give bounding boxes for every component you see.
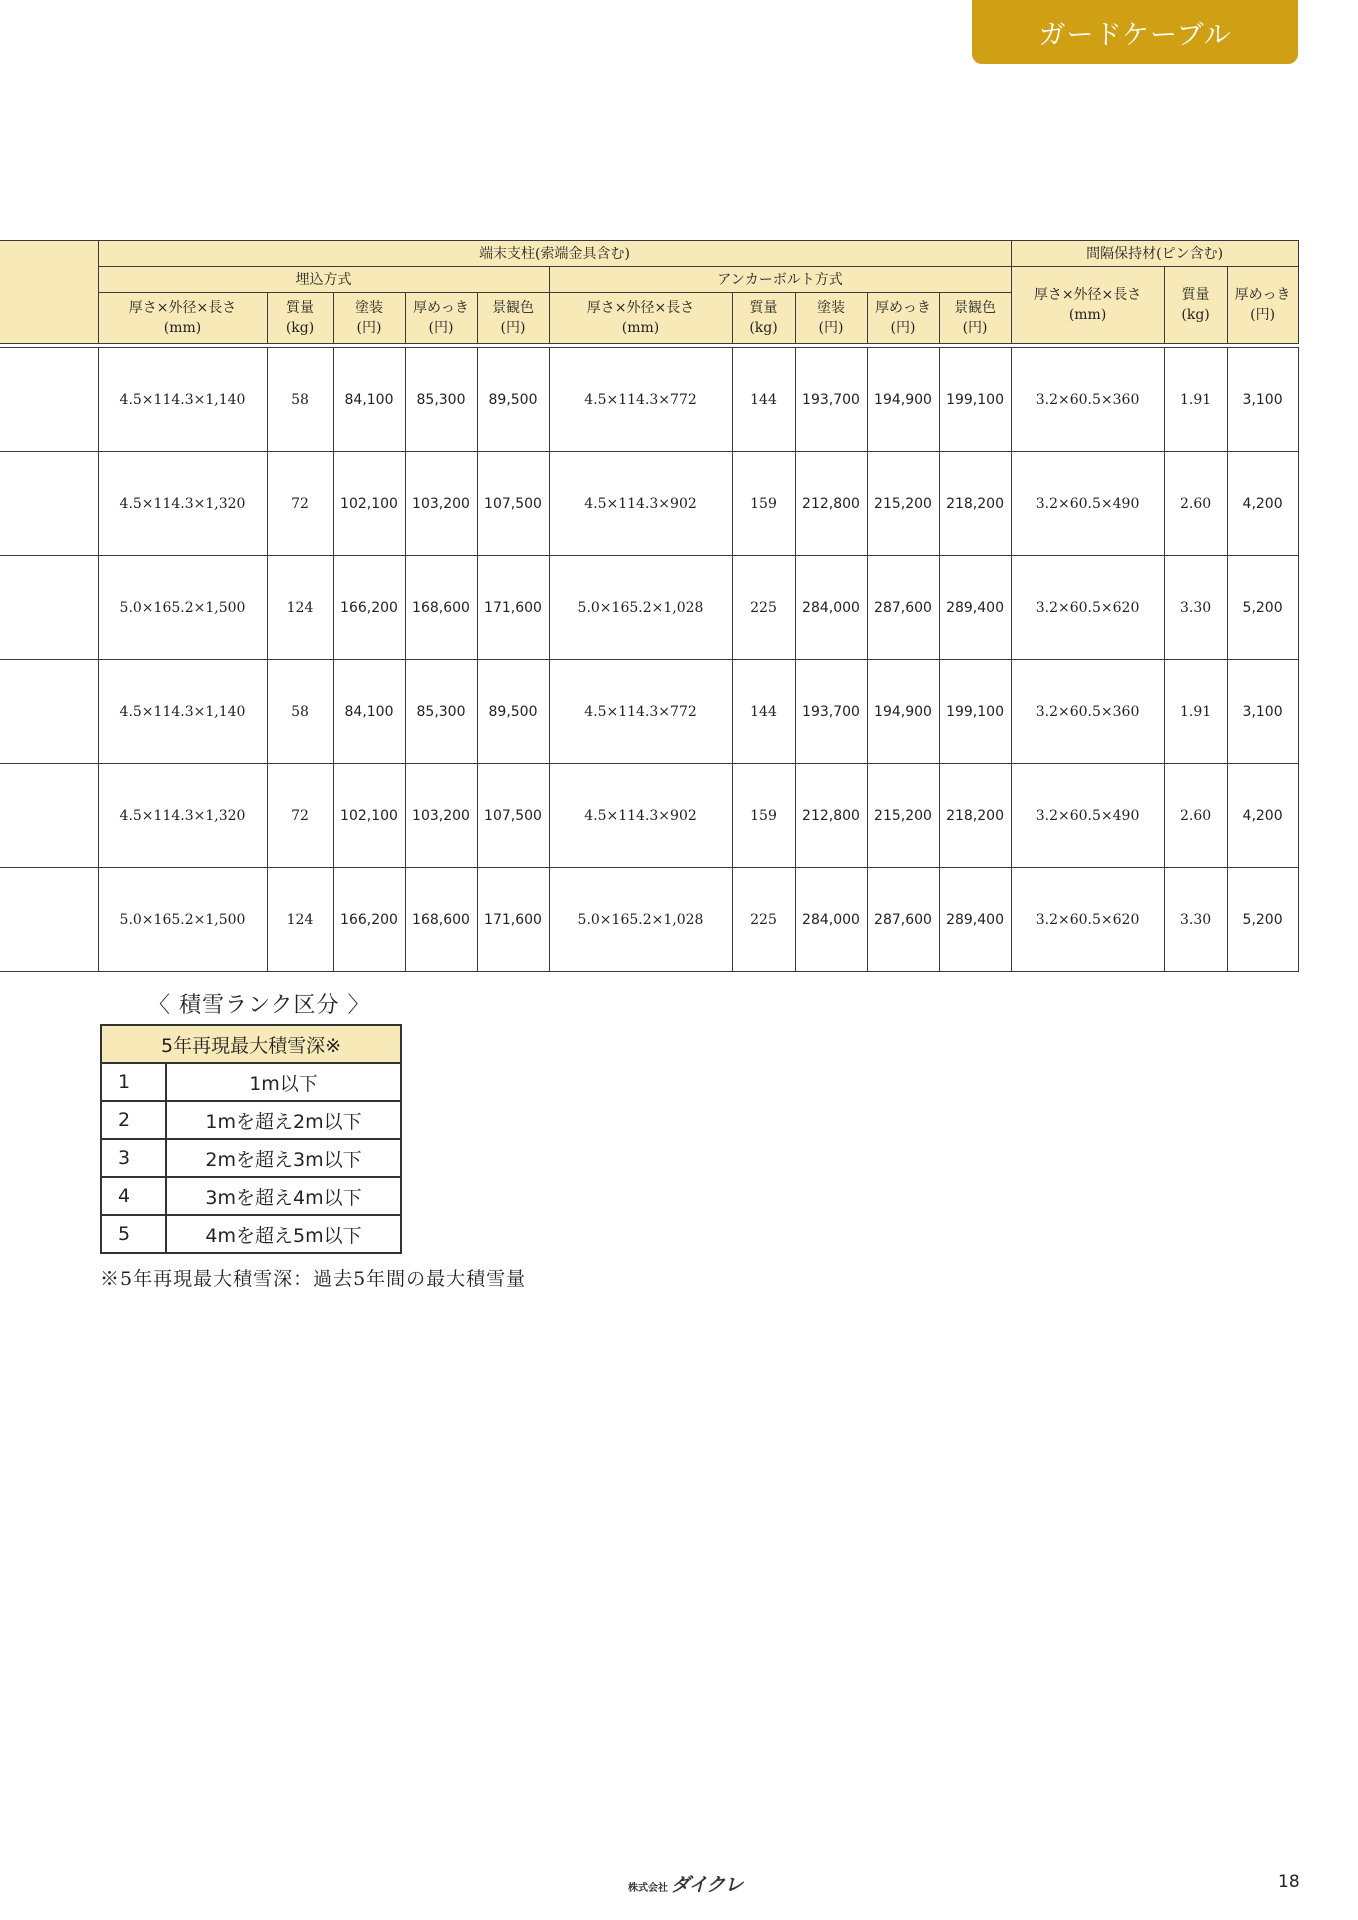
table-row: [0, 660, 1298, 764]
table-row: [0, 764, 1298, 868]
snow-rank-number: 1: [101, 1063, 166, 1101]
price-table: [0, 240, 1299, 972]
sub-buried-header: 埋込方式: [98, 267, 549, 293]
table-cell: 89,500: [477, 660, 549, 764]
table-cell: 159: [732, 764, 795, 868]
table-cell: 5.0×165.2×1,500: [98, 868, 267, 972]
table-cell: 58: [267, 348, 333, 452]
table-row: [0, 556, 1298, 660]
table-cell: 4,200: [1227, 764, 1298, 868]
row-label-cell: [0, 764, 98, 868]
snow-rank-number: 3: [101, 1139, 166, 1177]
snow-rank-header: 5年再現最大積雪深※: [101, 1025, 401, 1063]
buried-mass-header: 質量 (kg): [267, 293, 333, 344]
table-cell: 218,200: [939, 764, 1011, 868]
snow-rank-row: [101, 1177, 401, 1215]
table-cell: 4.5×114.3×1,140: [98, 348, 267, 452]
table-row: [0, 348, 1298, 452]
table-cell: 194,900: [867, 660, 939, 764]
table-cell: 2.60: [1164, 764, 1227, 868]
table-cell: 289,400: [939, 868, 1011, 972]
snow-rank-title: 〈 積雪ランク区分 〉: [148, 993, 371, 1018]
snow-rank-description: 1m以下: [166, 1063, 401, 1101]
table-cell: 4,200: [1227, 452, 1298, 556]
table-row: [0, 452, 1298, 556]
table-cell: 194,900: [867, 348, 939, 452]
table-cell: 102,100: [333, 452, 405, 556]
row-label-cell: [0, 660, 98, 764]
table-cell: 89,500: [477, 348, 549, 452]
snow-rank-description: 4mを超え5m以下: [166, 1215, 401, 1253]
snow-rank-number: 5: [101, 1215, 166, 1253]
table-cell: 3.2×60.5×620: [1011, 556, 1164, 660]
table-cell: 287,600: [867, 556, 939, 660]
table-cell: 225: [732, 556, 795, 660]
table-cell: 284,000: [795, 868, 867, 972]
row-label-cell: [0, 452, 98, 556]
table-cell: 3,100: [1227, 660, 1298, 764]
anchor-color-header: 景観色 (円): [939, 293, 1011, 344]
table-cell: 168,600: [405, 556, 477, 660]
snow-rank-row: [101, 1101, 401, 1139]
table-cell: 1.91: [1164, 348, 1227, 452]
snow-rank-table: [100, 1024, 402, 1254]
table-cell: 284,000: [795, 556, 867, 660]
table-cell: 215,200: [867, 764, 939, 868]
table-cell: 84,100: [333, 348, 405, 452]
snow-rank-row: [101, 1139, 401, 1177]
table-cell: 212,800: [795, 764, 867, 868]
sub-anchor-header: アンカーボルト方式: [549, 267, 1011, 293]
table-cell: 144: [732, 660, 795, 764]
table-cell: 218,200: [939, 452, 1011, 556]
table-cell: 287,600: [867, 868, 939, 972]
table-cell: 72: [267, 764, 333, 868]
row-label-header: [0, 241, 98, 344]
table-cell: 193,700: [795, 348, 867, 452]
table-cell: 3.2×60.5×490: [1011, 452, 1164, 556]
table-cell: 171,600: [477, 556, 549, 660]
anchor-dim-header: 厚さ×外径×長さ (mm): [549, 293, 732, 344]
spacer-galv-header: 厚めっき (円): [1227, 267, 1298, 344]
table-cell: 289,400: [939, 556, 1011, 660]
snow-rank-description: 1mを超え2m以下: [166, 1101, 401, 1139]
table-cell: 124: [267, 868, 333, 972]
table-cell: 72: [267, 452, 333, 556]
group-terminal-header: 端末支柱(索端金具含む): [98, 241, 1011, 267]
table-cell: 4.5×114.3×902: [549, 452, 732, 556]
anchor-galv-header: 厚めっき (円): [867, 293, 939, 344]
table-cell: 1.91: [1164, 660, 1227, 764]
buried-paint-header: 塗装 (円): [333, 293, 405, 344]
table-cell: 85,300: [405, 660, 477, 764]
table-cell: 168,600: [405, 868, 477, 972]
table-cell: 3.2×60.5×360: [1011, 348, 1164, 452]
table-cell: 5,200: [1227, 868, 1298, 972]
table-cell: 84,100: [333, 660, 405, 764]
table-cell: 225: [732, 868, 795, 972]
table-cell: 159: [732, 452, 795, 556]
table-cell: 4.5×114.3×1,320: [98, 452, 267, 556]
table-cell: 5,200: [1227, 556, 1298, 660]
table-cell: 2.60: [1164, 452, 1227, 556]
anchor-mass-header: 質量 (kg): [732, 293, 795, 344]
spacer-dim-header: 厚さ×外径×長さ (mm): [1011, 267, 1164, 344]
snow-rank-number: 4: [101, 1177, 166, 1215]
table-cell: 166,200: [333, 556, 405, 660]
table-cell: 4.5×114.3×902: [549, 764, 732, 868]
buried-galv-header: 厚めっき (円): [405, 293, 477, 344]
table-cell: 3.2×60.5×490: [1011, 764, 1164, 868]
table-cell: 199,100: [939, 348, 1011, 452]
table-cell: 3.2×60.5×620: [1011, 868, 1164, 972]
snow-rank-number: 2: [101, 1101, 166, 1139]
table-cell: 103,200: [405, 764, 477, 868]
table-cell: 58: [267, 660, 333, 764]
snow-note: ※5年再現最大積雪深：過去5年間の最大積雪量: [100, 1268, 527, 1290]
row-label-cell: [0, 348, 98, 452]
table-cell: 103,200: [405, 452, 477, 556]
table-cell: 124: [267, 556, 333, 660]
table-cell: 5.0×165.2×1,500: [98, 556, 267, 660]
row-label-cell: [0, 556, 98, 660]
section-tab: ガードケーブル: [972, 0, 1298, 64]
table-cell: 4.5×114.3×1,140: [98, 660, 267, 764]
table-cell: 3.30: [1164, 868, 1227, 972]
snow-rank-row: [101, 1063, 401, 1101]
snow-rank-row: [101, 1215, 401, 1253]
table-cell: 107,500: [477, 764, 549, 868]
table-cell: 4.5×114.3×772: [549, 348, 732, 452]
table-cell: 85,300: [405, 348, 477, 452]
table-cell: 5.0×165.2×1,028: [549, 868, 732, 972]
snow-rank-description: 3mを超え4m以下: [166, 1177, 401, 1215]
table-cell: 212,800: [795, 452, 867, 556]
page-number: 18: [1278, 1872, 1300, 1892]
table-cell: 5.0×165.2×1,028: [549, 556, 732, 660]
table-cell: 3,100: [1227, 348, 1298, 452]
buried-dim-header: 厚さ×外径×長さ (mm): [98, 293, 267, 344]
table-cell: 199,100: [939, 660, 1011, 764]
spacer-mass-header: 質量 (kg): [1164, 267, 1227, 344]
table-cell: 4.5×114.3×772: [549, 660, 732, 764]
table-cell: 166,200: [333, 868, 405, 972]
company-logo: 株式会社 ダイクレ: [628, 1874, 743, 1896]
group-spacer-header: 間隔保持材(ピン含む): [1011, 241, 1298, 267]
table-cell: 171,600: [477, 868, 549, 972]
snow-rank-description: 2mを超え3m以下: [166, 1139, 401, 1177]
table-cell: 4.5×114.3×1,320: [98, 764, 267, 868]
table-cell: 144: [732, 348, 795, 452]
table-cell: 193,700: [795, 660, 867, 764]
row-label-cell: [0, 868, 98, 972]
buried-color-header: 景観色 (円): [477, 293, 549, 344]
table-cell: 3.30: [1164, 556, 1227, 660]
table-cell: 215,200: [867, 452, 939, 556]
table-cell: 3.2×60.5×360: [1011, 660, 1164, 764]
table-cell: 102,100: [333, 764, 405, 868]
table-cell: 107,500: [477, 452, 549, 556]
table-row: [0, 868, 1298, 972]
anchor-paint-header: 塗装 (円): [795, 293, 867, 344]
